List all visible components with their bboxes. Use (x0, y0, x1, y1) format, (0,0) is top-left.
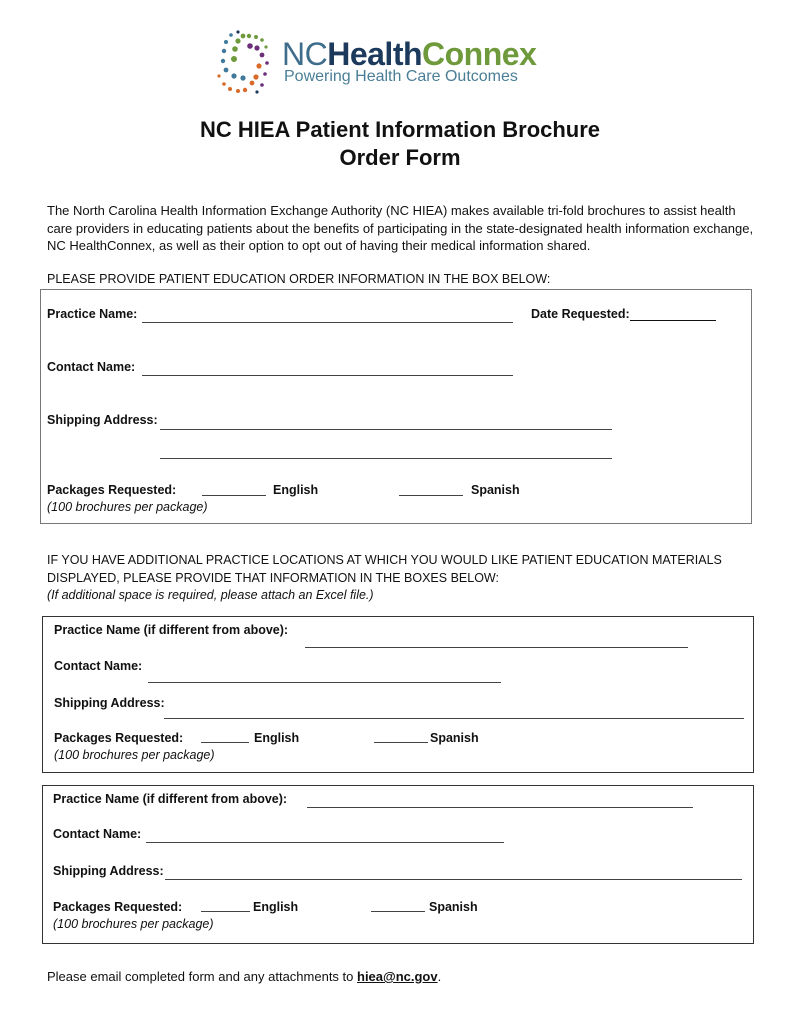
order-instruction: PLEASE PROVIDE PATIENT EDUCATION ORDER INFORMATION IN THE BOX BELOW: (47, 272, 551, 286)
date-requested-field[interactable] (630, 320, 716, 321)
loc1-packages-requested-label: Packages Requested: (54, 731, 184, 745)
logo-connex: Connex (422, 36, 537, 72)
loc1-spanish-packages-field[interactable] (374, 742, 428, 743)
page-title-line1: NC HIEA Patient Information Brochure (199, 117, 601, 142)
logo-dots-icon (212, 28, 278, 96)
loc2-spanish-label: Spanish (429, 900, 478, 914)
shipping-address-line2-field[interactable] (160, 458, 612, 459)
loc2-contact-name-field[interactable] (146, 842, 504, 843)
additional-instruction-line2: DISPLAYED, PLEASE PROVIDE THAT INFORMATION IN THE BOXES BELOW: (47, 571, 499, 585)
page-title-line2: Order Form (339, 145, 461, 170)
footer-instruction (47, 969, 441, 984)
contact-name-label: Contact Name: (47, 360, 136, 374)
logo-nc: NC (282, 36, 328, 72)
loc2-packages-note: (100 brochures per package) (53, 917, 214, 931)
packages-requested-label: Packages Requested: (47, 483, 177, 497)
loc2-practice-name-label: Practice Name (if different from above): (53, 792, 288, 806)
logo-health: Health (327, 36, 423, 72)
loc1-english-label: English (254, 731, 300, 745)
date-requested-label: Date Requested: (531, 307, 630, 321)
intro-paragraph: The North Carolina Health Information Exchange Authority (NC HIEA) makes available tri-fold brochures to assist health care providers in educating patients about the benefits of participating in the state-designated health information exchange, NC HealthConnex, as well as their option to opt out of having their medical information shared. (47, 203, 754, 253)
spanish-label: Spanish (471, 483, 520, 497)
footer-text: Please email completed form and any attachments to (47, 969, 357, 984)
loc2-shipping-address-field[interactable] (165, 879, 742, 880)
loc1-english-packages-field[interactable] (201, 742, 249, 743)
additional-note: (If additional space is required, please attach an Excel file.) (47, 588, 374, 602)
loc2-contact-name-label: Contact Name: (53, 827, 142, 841)
loc2-english-label: English (253, 900, 299, 914)
shipping-address-line1-field[interactable] (160, 429, 612, 430)
email-link[interactable]: hiea@nc.gov (357, 969, 438, 984)
logo-tagline: Powering Health Care Outcomes (284, 68, 518, 85)
loc2-packages-requested-label: Packages Requested: (53, 900, 183, 914)
practice-name-field[interactable] (142, 322, 513, 323)
loc2-shipping-address-label: Shipping Address: (53, 864, 164, 878)
loc1-shipping-address-label: Shipping Address: (54, 696, 165, 710)
loc1-spanish-label: Spanish (430, 731, 479, 745)
footer-period: . (437, 969, 442, 984)
loc1-practice-name-field[interactable] (305, 647, 688, 648)
loc1-shipping-address-field[interactable] (164, 718, 744, 719)
loc1-packages-note: (100 brochures per package) (54, 748, 215, 762)
practice-name-label: Practice Name: (47, 307, 138, 321)
additional-instruction-line1: IF YOU HAVE ADDITIONAL PRACTICE LOCATIONS AT WHICH YOU WOULD LIKE PATIENT EDUCATION MATERIALS (47, 553, 722, 567)
loc1-practice-name-label: Practice Name (if different from above): (54, 623, 289, 637)
loc1-contact-name-label: Contact Name: (54, 659, 143, 673)
packages-note: (100 brochures per package) (47, 500, 208, 514)
logo-wordmark (282, 36, 536, 72)
contact-name-field[interactable] (142, 375, 513, 376)
english-label: English (273, 483, 319, 497)
loc1-contact-name-field[interactable] (148, 682, 501, 683)
shipping-address-label: Shipping Address: (47, 413, 158, 427)
english-packages-field[interactable] (202, 495, 266, 496)
loc2-spanish-packages-field[interactable] (371, 911, 425, 912)
loc2-english-packages-field[interactable] (201, 911, 250, 912)
spanish-packages-field[interactable] (399, 495, 463, 496)
loc2-practice-name-field[interactable] (307, 807, 693, 808)
